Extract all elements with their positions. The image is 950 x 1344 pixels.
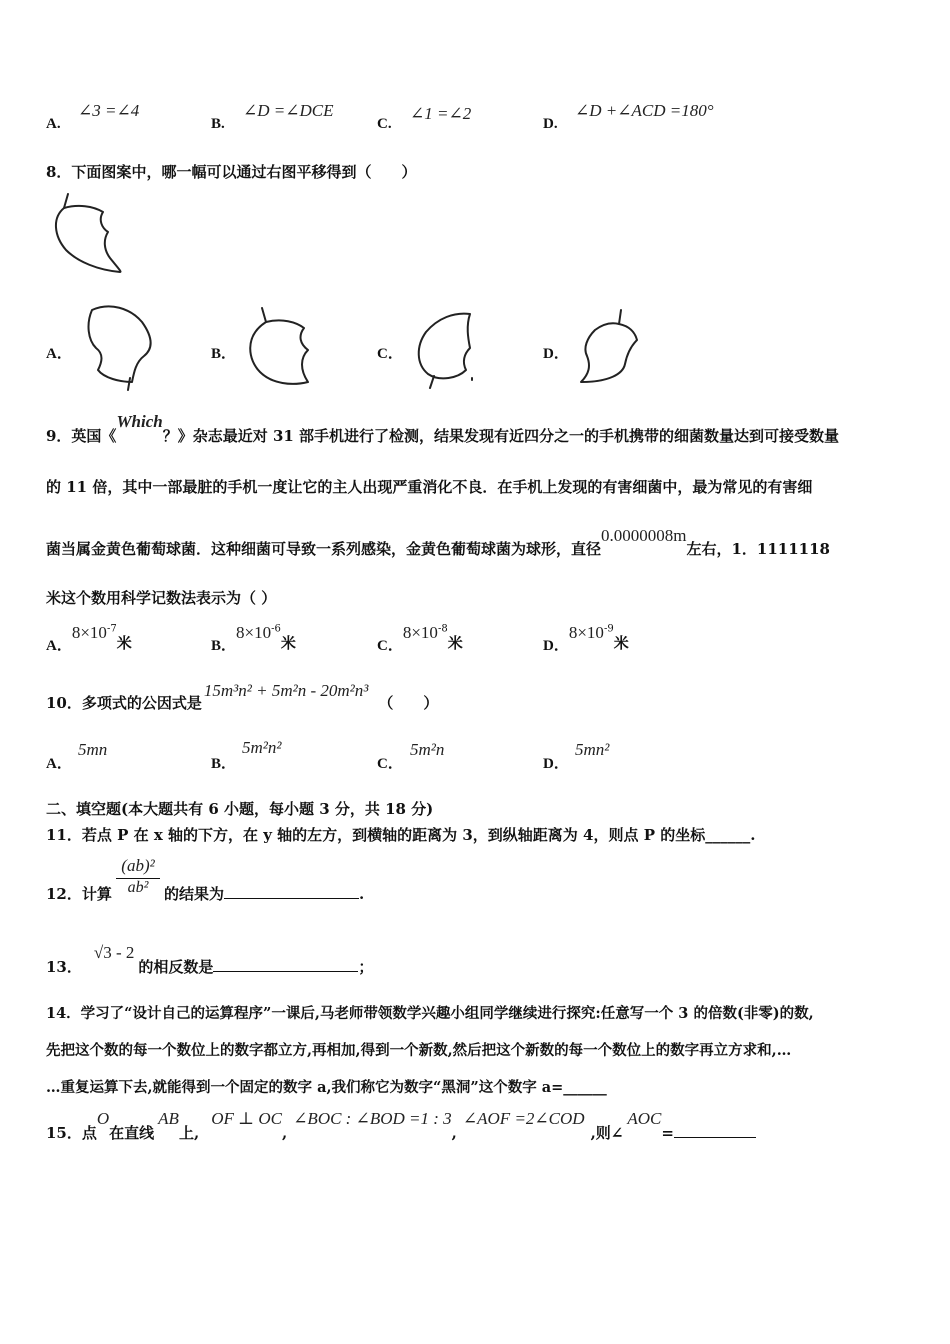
reference-leaf-figure — [48, 192, 128, 277]
q9-line1-end: ？》杂志最近对 31 部手机进行了检测，结果发现有近四分之一的手机携带的细菌数量达到可接受数量 — [162, 427, 840, 445]
q10-option-c-expr: 5m²n — [410, 740, 445, 759]
q12-suffix: 的结果为 — [164, 885, 225, 903]
q15-part1: 15．点 — [46, 1124, 97, 1142]
q15-part2: 在直线 — [109, 1124, 155, 1142]
q9-option-d-label: D． — [543, 638, 569, 654]
q9-line3 — [46, 526, 830, 559]
q9-option-c-exp: -8 — [437, 623, 448, 635]
q11-text: 11．若点 P 在 x 轴的下方，在 y 轴的左方，到横轴的距离为 3，到纵轴距离为 4，则点 P 的坐标______. — [46, 826, 756, 844]
q8-option-d-label: D． — [543, 346, 569, 362]
q15-point-o: O — [96, 1109, 110, 1128]
q7-option-b-expr: ∠D =∠DCE — [243, 101, 334, 120]
q15-comma-2: , — [451, 1124, 457, 1142]
q15-line-ab: AB — [158, 1109, 179, 1128]
q9-option-d-unit: 米 — [613, 634, 629, 652]
q8-option-a-leaf — [80, 300, 160, 392]
q15-line — [46, 1108, 756, 1142]
q10-stem: 10．多项式的公因式是 — [46, 694, 202, 712]
q10-option-a-expr: 5mn — [78, 740, 108, 759]
q13-end: ； — [358, 958, 374, 976]
q14-line3: …重复运算下去,就能得到一个固定的数字 a,我们称它为数字“黑洞”这个数字 a=______ — [46, 1079, 607, 1096]
q9-option-d-base: 8×10 — [568, 623, 604, 642]
q9-option-b-base: 8×10 — [236, 623, 272, 642]
q7-option-b-label: B. — [211, 116, 225, 132]
q14-line1: 14．学习了“设计自己的运算程序”一课后,马老师带领数学兴趣小组同学继续进行探究:任意写一个 3 的倍数(非零)的数, — [46, 1005, 814, 1022]
q10-option-b-expr: 5m²n² — [242, 738, 282, 757]
q9-option-a-label: A． — [46, 638, 72, 654]
q15-condition-1: OF ⊥ OC — [211, 1109, 282, 1128]
q9-option-c — [377, 622, 463, 654]
q9-line3-start: 菌当属金黄色葡萄球菌．这种细菌可导致一系列感染，金黄色葡萄球菌为球形，直径 — [46, 540, 602, 558]
q8-option-d-leaf — [575, 308, 645, 388]
q9-option-a — [46, 622, 132, 654]
q9-option-b-exp: -6 — [271, 623, 281, 635]
q8-option-b-leaf — [242, 306, 322, 392]
q9-line1 — [46, 412, 840, 446]
q7-option-a-label: A. — [46, 116, 61, 132]
q10-option-a-label: A． — [46, 756, 72, 772]
q13-expression: √3 - 2 — [93, 943, 135, 962]
q13-answer-blank[interactable] — [213, 957, 358, 972]
q10-paren: （ ） — [378, 694, 439, 712]
q9-which: Which — [116, 412, 163, 431]
q10-stem-line — [46, 680, 439, 712]
q9-diameter: 0.0000008m — [601, 526, 687, 545]
q8-stem: 8．下面图案中，哪一幅可以通过右图平移得到（ ） — [46, 163, 417, 181]
q8-option-c-leaf — [410, 306, 490, 392]
q9-line4: 米这个数用科学记数法表示为（ ） — [46, 589, 277, 607]
q15-part3: 上, — [178, 1124, 200, 1142]
q12-end: . — [359, 885, 365, 903]
q14-line2: 先把这个数的每一个数位上的数字都立方,再相加,得到一个新数,然后把这个新数的每一个数位上的数字再立方求和,… — [46, 1042, 792, 1059]
q12-prefix: 12．计算 — [46, 885, 112, 903]
q10-option-b-label: B． — [211, 756, 237, 772]
q15-condition-3: ∠AOF =2∠COD — [462, 1109, 585, 1128]
q9-option-c-label: C． — [377, 638, 403, 654]
q7-option-c-expr: ∠1 =∠2 — [410, 104, 472, 123]
q15-comma-1: , — [281, 1124, 288, 1142]
q15-condition-2: ∠BOC : ∠BOD =1 : 3 — [293, 1109, 452, 1128]
q7-option-c-label: C. — [377, 116, 392, 132]
q7-option-a-expr: ∠3 =∠4 — [78, 101, 140, 120]
q9-line1-start: 9．英国《 — [46, 427, 117, 445]
q8-option-a-label: A． — [46, 346, 72, 362]
q15-part4: ,则∠ — [590, 1124, 624, 1142]
q9-option-b — [211, 622, 296, 654]
q9-line3-end: 左右，1．1111118 — [686, 540, 830, 558]
q12-fraction — [116, 856, 160, 897]
q9-option-a-base: 8×10 — [71, 623, 107, 642]
q12-denominator: ab² — [127, 879, 149, 896]
q10-option-d-expr: 5mn² — [575, 740, 610, 759]
q15-equals: = — [661, 1124, 674, 1142]
q12-answer-line — [164, 883, 364, 904]
q9-line2: 的 11 倍，其中一部最脏的手机一度让它的主人出现严重消化不良．在手机上发现的有害细菌中，最为常见的有害细 — [46, 478, 813, 496]
q9-option-d — [543, 622, 629, 654]
q7-option-d-expr: ∠D +∠ACD =180° — [575, 101, 714, 120]
q10-option-c-label: C． — [377, 756, 403, 772]
q9-option-a-unit: 米 — [116, 634, 132, 652]
q15-answer-blank[interactable] — [674, 1123, 756, 1138]
q13-prefix: 13． — [46, 958, 82, 976]
q9-option-a-exp: -7 — [106, 623, 117, 635]
q7-option-d-label: D. — [543, 116, 558, 132]
section-2-heading: 二、填空题(本大题共有 6 小题，每小题 3 分，共 18 分) — [46, 800, 434, 818]
q9-option-c-base: 8×10 — [402, 623, 438, 642]
q12-numerator: (ab)² — [116, 856, 160, 879]
q15-angle-aoc: AOC — [627, 1109, 662, 1128]
q9-option-b-unit: 米 — [280, 634, 296, 652]
q13-suffix: 的相反数是 — [138, 958, 214, 976]
q8-option-c-label: C． — [377, 346, 403, 362]
q13-line — [46, 942, 374, 976]
q10-option-d-label: D． — [543, 756, 569, 772]
q8-option-b-label: B． — [211, 346, 237, 362]
q10-expression: 15m³n² + 5m²n - 20m²n³ — [203, 681, 369, 700]
q12-answer-blank[interactable] — [224, 884, 359, 899]
q9-option-c-unit: 米 — [447, 634, 463, 652]
q9-option-d-exp: -9 — [603, 623, 614, 635]
q9-option-b-label: B． — [211, 638, 237, 654]
